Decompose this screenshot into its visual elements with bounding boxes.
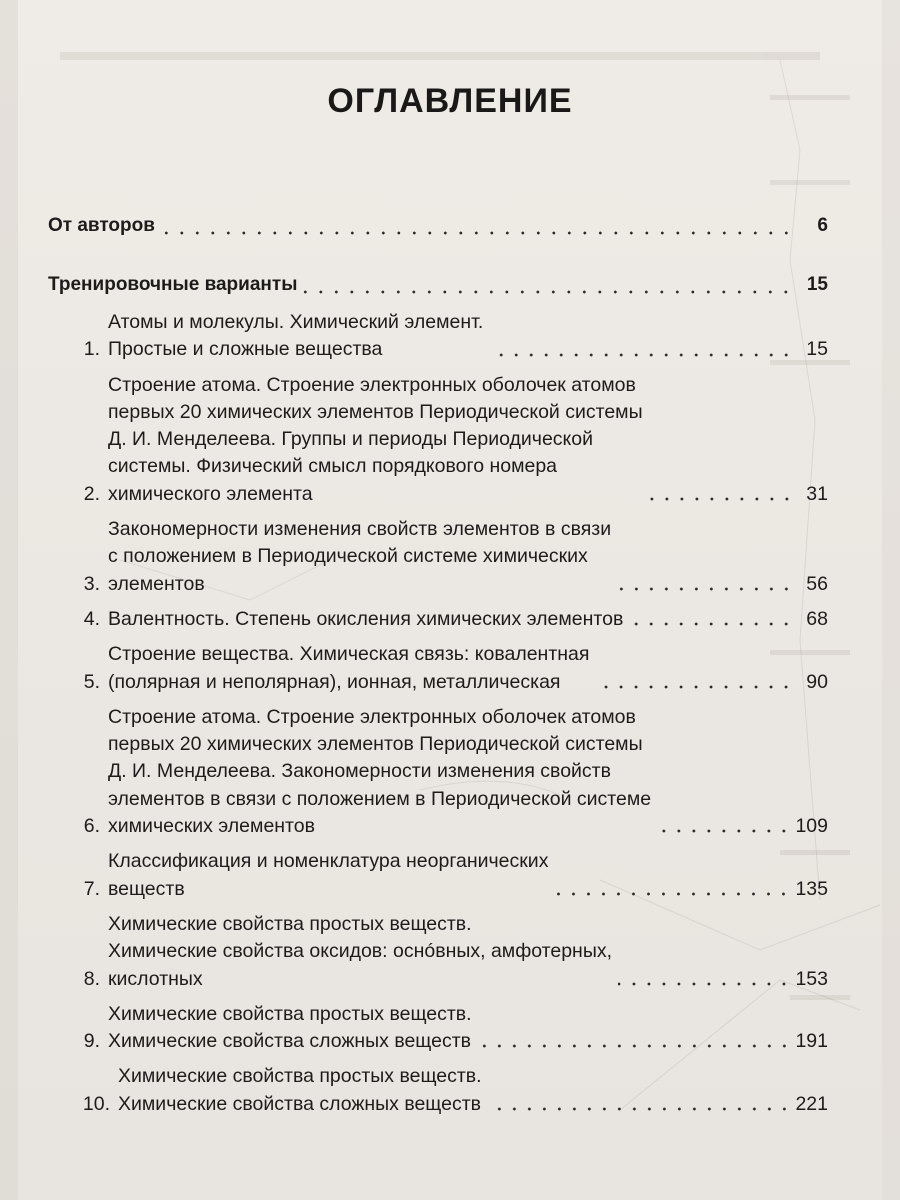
- toc-item: [48, 911, 828, 993]
- toc-item-label: Строение атома. Строение электронных оболочек атомов первых 20 химических элементов Периодической системы Д. И. Менделеева. Закономерности изменения свойств элементов в связи с положением в Периодической системе химических элементов: [108, 705, 652, 838]
- toc-item-number: 3.: [83, 572, 100, 595]
- toc-page-number: 90: [806, 670, 828, 693]
- toc-item: [48, 848, 828, 903]
- toc-item-number: 10.: [82, 1092, 110, 1115]
- toc-item: [48, 641, 828, 696]
- toc-item-number: 5.: [83, 670, 100, 693]
- toc-item-label: Строение атома. Строение электронных оболочек атомов первых 20 химических элементов Периодической системы Д. И. Менделеева. Группы и периоды Периодической системы. Физический смысл порядкового номера химического элемента: [108, 373, 643, 505]
- dot-leader: [161, 222, 794, 236]
- dot-leader: [595, 676, 794, 690]
- page-title: ОГЛАВЛЕНИЕ: [327, 82, 573, 120]
- toc-item: [48, 606, 828, 633]
- toc-item-number: 4.: [83, 607, 100, 630]
- dot-leader: [629, 613, 794, 627]
- toc-item-label: Химические свойства простых веществ. Химические свойства оксидов: оснóвных, амфотерных, кислотных: [108, 912, 613, 990]
- toc-item-number: 8.: [83, 967, 100, 990]
- toc-page-number: 153: [795, 967, 828, 990]
- toc-page-number: 221: [795, 1092, 828, 1115]
- table-of-contents: [48, 210, 828, 1118]
- toc-page-number: 191: [795, 1030, 828, 1053]
- toc-page-number: 6: [817, 215, 828, 236]
- toc-page-number: 15: [806, 274, 828, 295]
- toc-page-number: 31: [806, 482, 828, 505]
- dot-leader: [488, 1098, 792, 1112]
- toc-item-label: Химические свойства простых веществ. Химические свойства сложных веществ: [108, 1002, 472, 1053]
- dot-leader: [649, 488, 794, 502]
- toc-item-number: 2.: [83, 482, 100, 505]
- dot-leader: [657, 820, 791, 834]
- dot-leader: [554, 883, 791, 897]
- toc-item-label: Валентность. Степень окисления химических элементов: [108, 607, 624, 630]
- toc-page-number: 135: [795, 877, 828, 900]
- toc-item: [48, 309, 828, 364]
- toc-item-label: Строение вещества. Химическая связь: ковалентная (полярная и неполярная), ионная, металлическая: [108, 643, 590, 693]
- toc-item: [48, 516, 828, 598]
- toc-item-label: Химические свойства простых веществ. Химические свойства сложных веществ: [118, 1065, 482, 1115]
- toc-section-authors: [48, 210, 828, 242]
- toc-item-number: 1.: [83, 338, 100, 361]
- toc-item-number: 7.: [83, 877, 100, 900]
- toc-item: [48, 1001, 828, 1056]
- toc-page-number: 68: [806, 607, 828, 630]
- toc-section-label: От авторов: [48, 215, 155, 236]
- dot-leader: [618, 973, 791, 987]
- dot-leader: [478, 1035, 792, 1049]
- toc-item: [48, 704, 828, 840]
- dot-leader: [617, 578, 794, 592]
- dot-leader: [303, 281, 794, 295]
- toc-item-label: Атомы и молекулы. Химический элемент. Простые и сложные вещества: [108, 311, 484, 361]
- toc-section-variants: [48, 269, 828, 301]
- toc-item-label: Закономерности изменения свойств элементов в связи с положением в Периодической системе химических элементов: [108, 518, 612, 595]
- dot-leader: [489, 344, 794, 358]
- toc-section-label: Тренировочные варианты: [48, 274, 298, 295]
- toc-item-number: 9.: [83, 1030, 100, 1053]
- toc-page-number: 15: [806, 338, 828, 361]
- toc-item: [48, 372, 828, 508]
- toc-item: [48, 1063, 828, 1118]
- toc-item-number: 6.: [83, 815, 100, 838]
- toc-page-number: 109: [795, 815, 828, 838]
- toc-page-number: 56: [806, 572, 828, 595]
- toc-item-label: Классификация и номенклатура неорганических веществ: [108, 850, 549, 900]
